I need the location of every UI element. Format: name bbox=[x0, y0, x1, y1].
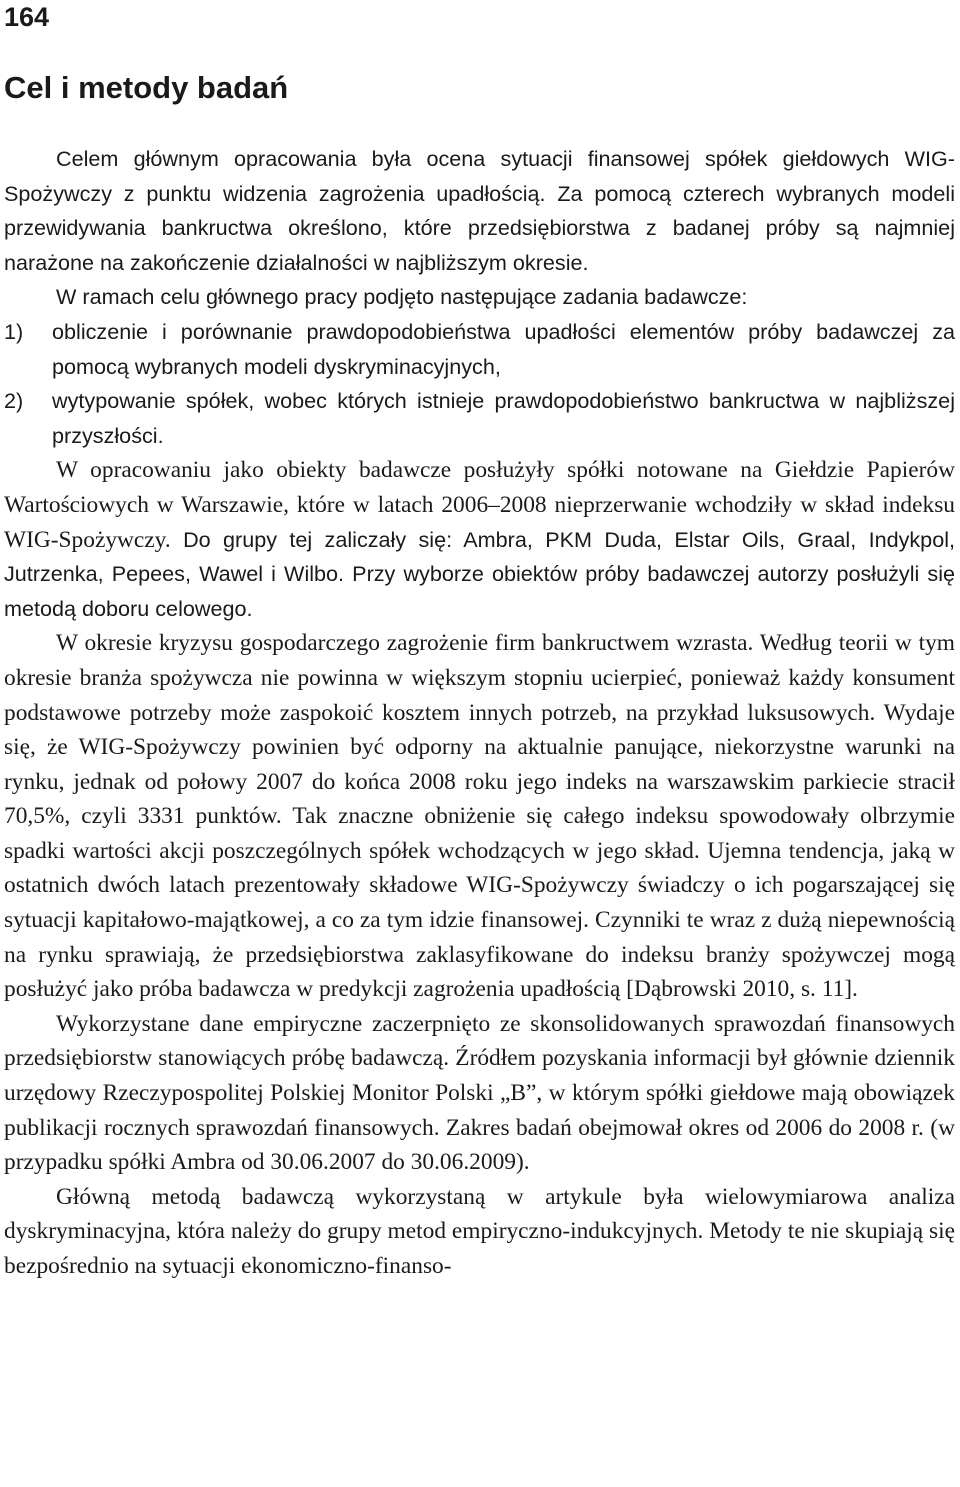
task-list bbox=[4, 315, 955, 453]
list-item-text: wytypowanie spółek, wobec których istnieje prawdopodobieństwo bankructwa w najbliższej przyszłości. bbox=[52, 388, 955, 448]
paragraph-research-objects-b: Do grupy tej zaliczały się: Ambra, PKM Duda, Elstar Oils, Graal, Indykpol, Jutrzenka, Pepees, Wawel i Wilbo. bbox=[4, 526, 955, 587]
paragraph-tasks-intro: W ramach celu głównego pracy podjęto następujące zadania badawcze: bbox=[56, 284, 748, 310]
list-item-text: obliczenie i porównanie prawdopodobieństwa upadłości elementów próby badawczej za pomocą wybranych modeli dyskryminacyjnych, bbox=[52, 318, 955, 379]
paragraph-method: Główną metodą badawczą wykorzystaną w artykule była wielowymiarowa analiza dyskryminacyjna, która należy do grupy metod empiryczno-indukcyjnych. Metody te nie skupiają się bezpośrednio na sytuacji ekonomiczno-finanso- bbox=[4, 1183, 955, 1279]
list-item-number: 2) bbox=[4, 388, 24, 414]
document-body bbox=[4, 142, 955, 1284]
paragraph-research-objects-c: Przy wyborze obiektów próby badawczej autorzy posłużyli się metodą doboru celowego. bbox=[4, 561, 955, 621]
page-title: Cel i metody badań bbox=[4, 70, 289, 105]
paragraph-objective: Celem głównym opracowania była ocena sytuacji finansowej spółek giełdowych WIG-Spożywczy z punktu widzenia zagrożenia upadłością. Za pomocą czterech wybranych modeli przewidywania bankructwa określono, które przedsiębiorstwa z badanej próby są najmniej narażone na zakończenie działalności w najbliższym okresie. bbox=[4, 146, 955, 275]
page-number: 164 bbox=[4, 2, 50, 32]
list-item bbox=[4, 384, 955, 453]
paragraph-research-objects-a: W opracowaniu jako obiekty badawcze posłużyły spółki notowane na Giełdzie Papierów Wartościowych w Warszawie, które w latach 2006–2008 nieprzerwanie wchodziły w skład indeksu WIG-Spożywczy. bbox=[4, 457, 955, 553]
paragraph-data-sources: Wykorzystane dane empiryczne zaczerpnięto ze skonsolidowanych sprawozdań finansowych przedsiębiorstw stanowiących próbę badawczą. Źródłem pozyskania informacji był głównie dziennik urzędowy Rzeczypospolitej Polskiej Monitor Polski „B”, w którym spółki giełdowe mają obowiązek publikacji rocznych sprawozdań finansowych. Zakres badań obejmował okres od 2006 do 2008 r. (w przypadku spółki Ambra od 30.06.2007 do 30.06.2009). bbox=[4, 1010, 955, 1176]
list-item-number: 1) bbox=[4, 318, 24, 344]
paragraph-research-objects bbox=[4, 453, 955, 626]
list-item bbox=[4, 315, 955, 384]
paragraph-crisis: W okresie kryzysu gospodarczego zagrożenie firm bankructwem wzrasta. Według teorii w tym okresie branża spożywcza nie powinna w większym stopniu ucierpieć, ponieważ każdy konsument podstawowe potrzeby może zaspokoić kosztem innych potrzeb, na przykład luksusowych. Wydaje się, że WIG-Spożywczy powinien być odporny na aktualnie panujące, niekorzystne warunki na rynku, jednak od połowy 2007 do końca 2008 roku jego indeks na warszawskim parkiecie stracił 70,5%, czyli 3331 punktów. Tak znaczne obniżenie się całego indeksu spowodowały olbrzymie spadki wartości akcji poszczególnych spółek wchodzących w jego skład. Ujemna tendencja, jaką w ostatnich dwóch latach prezentowały składowe WIG-Spożywczy świadczy o ich pogarszającej się sytuacji kapitałowo-majątkowej, a co za tym idzie finansowej. Czynniki te wraz z dużą niepewnością na rynku sprawiają, że przedsiębiorstwa zaklasyfikowane do indeksu branży spożywczej mogą posłużyć jako próba badawcza w predykcji zagrożenia upadłością [Dąbrowski 2010, s. 11]. bbox=[4, 630, 955, 1003]
